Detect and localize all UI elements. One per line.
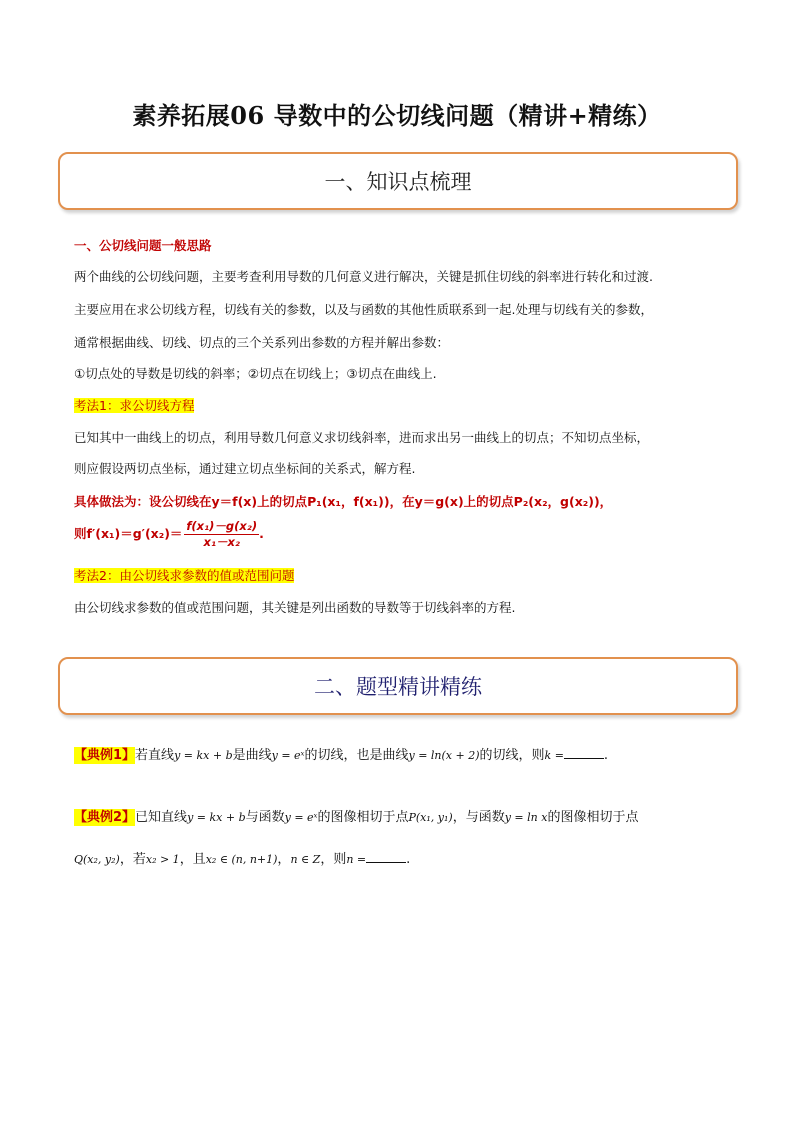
paragraph: 已知其中一曲线上的切点，利用导数几何意义求切线斜率，进而求出另一曲线上的切点；不知切点坐标， <box>74 430 650 445</box>
math: y = kx + b <box>174 749 233 762</box>
math: y = eˣ <box>271 749 305 762</box>
fraction-denominator: x₁－x₂ <box>203 535 240 549</box>
example-1 <box>74 744 608 763</box>
text: ，且 <box>179 852 206 867</box>
text: ， <box>277 852 291 867</box>
paragraph: ①切点处的导数是切线的斜率；②切点在切线上；③切点在曲线上. <box>74 366 437 381</box>
text: 的切线，也是曲线 <box>304 748 409 763</box>
math: y = ln x <box>504 811 548 824</box>
answer-blank[interactable] <box>366 851 406 863</box>
page-title: 素养拓展06 导数中的公切线问题（精讲+精练） <box>132 101 662 130</box>
text: . <box>603 748 609 763</box>
math: x₂ ∈ (n, n+1) <box>205 853 278 866</box>
method-label <box>74 396 194 414</box>
text: 已知直线 <box>135 810 188 825</box>
section-header-knowledge <box>58 152 738 210</box>
text: 与函数 <box>245 810 285 825</box>
subheading: 一、公切线问题一般思路 <box>74 238 212 253</box>
paragraph: 由公切线求参数的值或范围问题，其关键是列出函数的导数等于切线斜率的方程. <box>74 600 516 615</box>
math: y = ln(x + 2) <box>408 749 480 762</box>
math: n = <box>346 853 367 866</box>
text: ，与函数 <box>452 810 505 825</box>
highlight-label: 考法1：求公切线方程 <box>74 398 195 413</box>
formula-suffix: . <box>259 526 264 541</box>
section-heading: 一、知识点梳理 <box>324 170 472 194</box>
highlight-label: 考法2：由公切线求参数的值或范围问题 <box>74 568 295 583</box>
section-header-examples <box>58 657 738 715</box>
fraction-numerator: f(x₁)－g(x₂) <box>186 519 258 533</box>
math: k = <box>544 749 564 762</box>
paragraph: 主要应用在求公切线方程，切线有关的参数，以及与函数的其他性质联系到一起.处理与切线有关的参数， <box>74 302 653 317</box>
example-tag: 【典例2】 <box>74 810 136 825</box>
formula-line <box>74 519 264 550</box>
math: x₂ > 1 <box>145 853 180 866</box>
example-2-cont <box>74 848 410 867</box>
paragraph: 通常根据曲线、切线、切点的三个关系列出参数的方程并解出参数： <box>74 335 450 350</box>
text: . <box>406 852 411 867</box>
formula-line: 具体做法为：设公切线在y＝f(x)上的切点P₁(x₁，f(x₁))，在y＝g(x)上的切点P₂(x₂，g(x₂))， <box>74 494 613 509</box>
text: 的图像相切于点 <box>547 810 639 825</box>
text: ，若 <box>119 852 146 867</box>
math: Q(x₂, y₂) <box>74 853 120 866</box>
fraction <box>184 519 259 550</box>
math: y = kx + b <box>187 811 246 824</box>
answer-blank[interactable] <box>564 747 604 759</box>
paragraph: 则应假设两切点坐标，通过建立切点坐标间的关系式，解方程. <box>74 461 416 476</box>
example-tag: 【典例1】 <box>74 748 136 763</box>
math: P(x₁, y₁) <box>408 811 453 824</box>
text: 的切线，则 <box>479 748 545 763</box>
paragraph: 两个曲线的公切线问题，主要考查利用导数的几何意义进行解决，关键是抓住切线的斜率进行转化和过渡. <box>74 269 653 284</box>
math: n ∈ Z <box>290 853 321 866</box>
math: y = eˣ <box>284 811 318 824</box>
text: 若直线 <box>135 748 175 763</box>
text: 的图像相切于点 <box>317 810 409 825</box>
method-label <box>74 566 294 584</box>
formula-prefix: 则f′(x₁)＝g′(x₂)＝ <box>74 526 183 541</box>
section-heading: 二、题型精讲精练 <box>314 675 482 699</box>
example-2 <box>74 806 638 825</box>
text: ，则 <box>320 852 347 867</box>
text: 是曲线 <box>232 748 272 763</box>
